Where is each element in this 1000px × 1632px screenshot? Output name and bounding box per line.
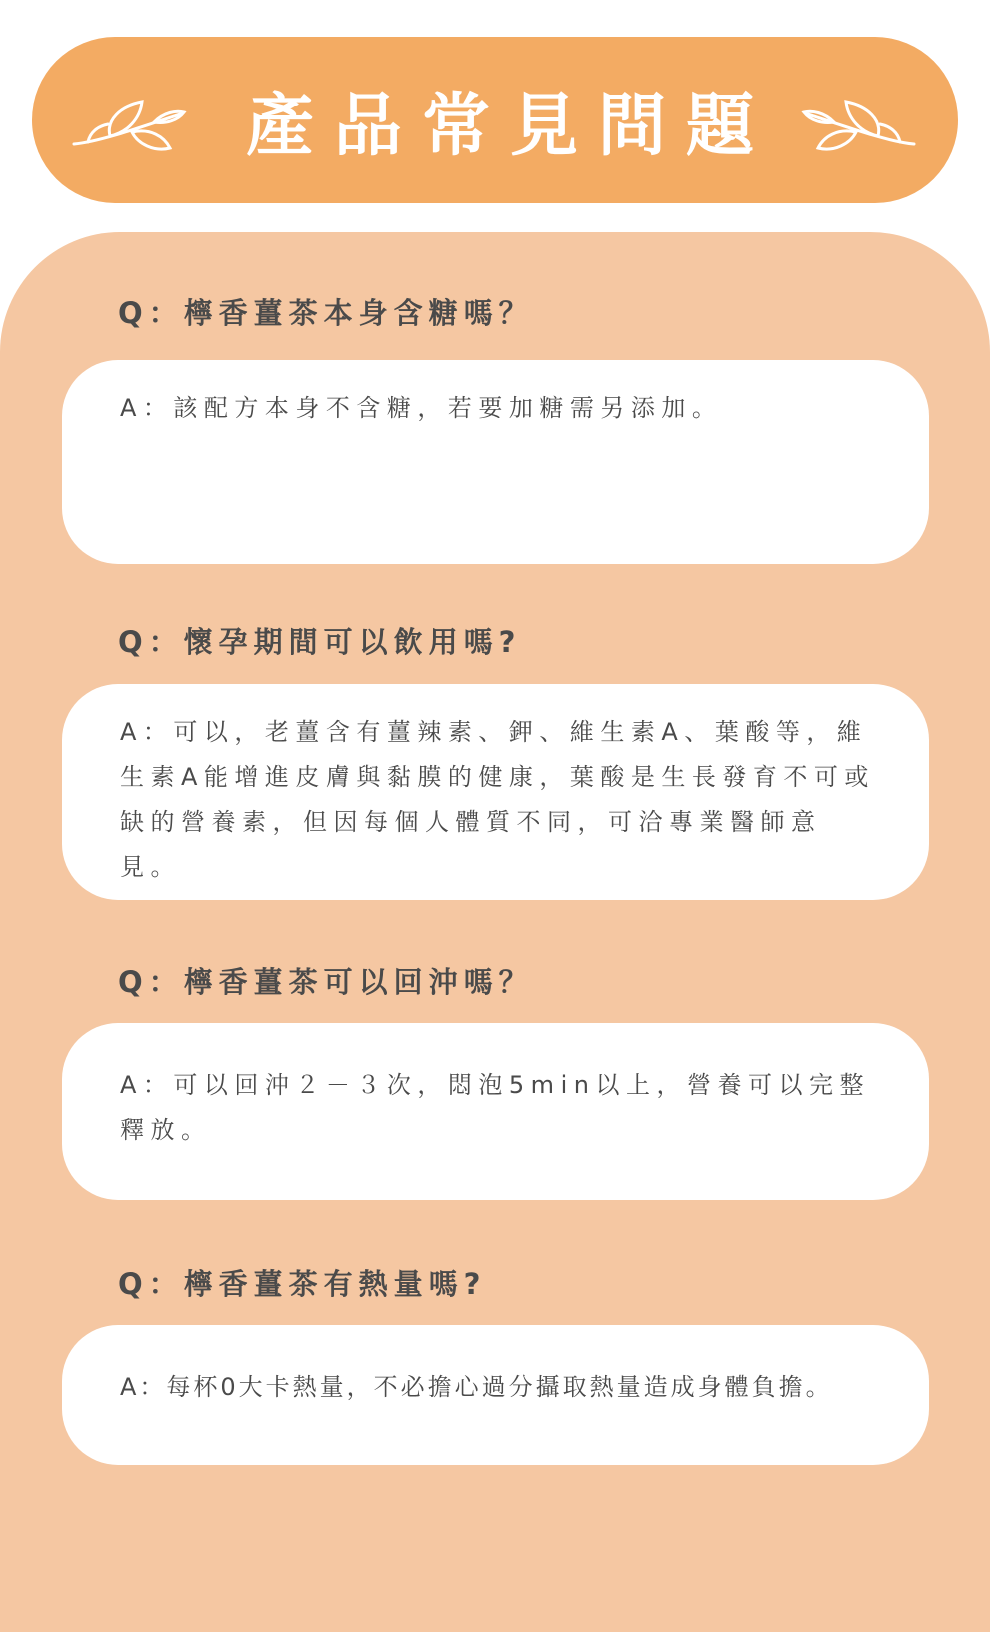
faq-answer: A：每杯0大卡熱量，不必擔心過分攝取熱量造成身體負擔。 — [120, 1373, 833, 1401]
faq-answer: A：該配方本身不含糖，若要加糖需另添加。 — [120, 394, 723, 422]
faq-question: Q：懷孕期間可以飲用嗎? — [118, 625, 522, 659]
faq-answer: A：可以回沖２－３次，悶泡5min以上，營養可以完整釋放。 — [120, 1071, 870, 1144]
faq-answer-card — [62, 684, 929, 900]
faq-question: Q：檸香薑茶可以回沖嗎？ — [118, 965, 534, 999]
faq-answer-card — [62, 1023, 929, 1200]
page-title: 產品常見問題 — [245, 86, 774, 166]
faq-answer-card — [62, 360, 929, 564]
faq-answer-card — [62, 1325, 929, 1465]
faq-answer: A：可以，老薑含有薑辣素、鉀、維生素A、葉酸等，維生素A能增進皮膚與黏膜的健康，葉酸是生長發育不可或缺的營養素，但因每個人體質不同，可洽專業醫師意見。 — [120, 718, 875, 881]
faq-question: Q：檸香薑茶本身含糖嗎？ — [118, 296, 534, 330]
faq-question: Q：檸香薑茶有熱量嗎? — [118, 1267, 487, 1301]
